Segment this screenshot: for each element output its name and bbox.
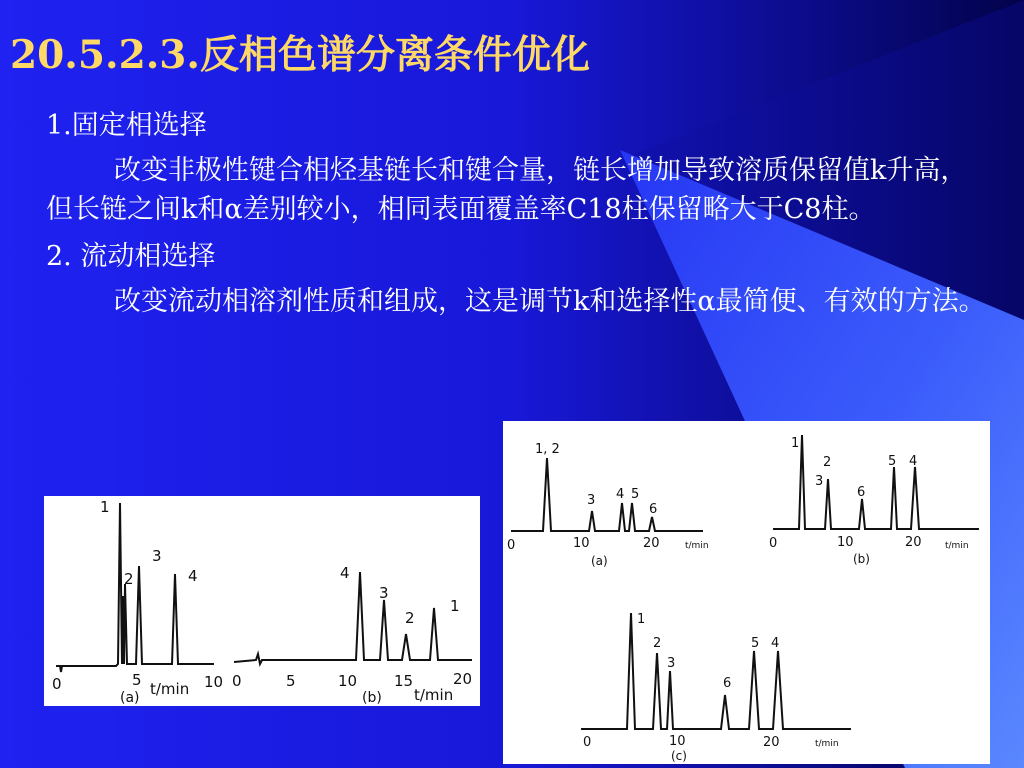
panel-caption: (b): [362, 690, 382, 706]
axis-tick: 0: [769, 536, 778, 551]
peak-label: 1: [100, 498, 110, 516]
peak-label: 4: [616, 487, 625, 502]
axis-tick: 15: [394, 672, 414, 690]
peak-label: 1: [637, 612, 646, 627]
axis-label: t/min: [150, 680, 190, 698]
peak-label: 4: [771, 636, 780, 651]
section-heading-stationary-phase: 1.固定相选择: [46, 110, 207, 141]
peak-label: 2: [405, 609, 415, 627]
peak-label: 2: [124, 570, 134, 588]
chromatogram-figure-right: [503, 421, 990, 764]
chromatogram-right-c-trace: [581, 613, 851, 729]
axis-tick: 20: [905, 535, 922, 550]
panel-caption: (b): [853, 552, 870, 566]
section-body-stationary-phase: 改变非极性键合相烃基链长和键合量，链长增加导致溶质保留值k升高，但长链之间k和α差别较小，相同表面覆盖率C18柱保留略大于C8柱。: [46, 155, 968, 225]
axis-label: t/min: [945, 541, 969, 551]
peak-label: 3: [667, 656, 676, 671]
peak-label: 3: [152, 547, 162, 565]
axis-tick: 10: [204, 673, 224, 691]
chromatogram-right-b-trace: [773, 435, 979, 529]
chromatogram-figure-left: [44, 496, 480, 706]
axis-label: t/min: [685, 541, 709, 551]
peak-label: 6: [649, 502, 658, 517]
panel-caption: (c): [671, 749, 687, 763]
axis-tick: 5: [286, 672, 296, 690]
peak-label: 1, 2: [535, 442, 560, 457]
chromatogram-left-a-trace: [56, 503, 214, 672]
peak-label: 3: [815, 474, 824, 489]
axis-tick: 0: [507, 538, 516, 553]
peak-label: 5: [888, 454, 897, 469]
peak-label: 4: [188, 567, 198, 585]
peak-label: 6: [723, 676, 732, 691]
section-body-mobile-phase: 改变流动相溶剂性质和组成，这是调节k和选择性α最简便、有效的方法。: [114, 286, 986, 317]
chromatogram-left-svg: [44, 496, 480, 706]
axis-tick: 20: [643, 536, 660, 551]
chromatogram-right-svg: [503, 421, 990, 764]
axis-tick: 0: [583, 735, 592, 750]
axis-tick: 10: [837, 535, 854, 550]
axis-label: t/min: [815, 739, 839, 749]
peak-label: 1: [791, 436, 800, 451]
axis-tick: 10: [338, 672, 358, 690]
peak-label: 1: [450, 597, 460, 615]
axis-tick: 20: [763, 735, 780, 750]
axis-label: t/min: [414, 686, 454, 704]
peak-label: 5: [631, 487, 640, 502]
peak-label: 2: [653, 636, 662, 651]
slide-title: 20.5.2.3.反相色谱分离条件优化: [10, 32, 590, 78]
chromatogram-left-b-trace: [234, 572, 472, 664]
chromatogram-right-a-trace: [511, 458, 703, 531]
axis-tick: 0: [52, 675, 62, 693]
axis-tick: 20: [453, 670, 473, 688]
panel-caption: (a): [591, 554, 608, 568]
peak-label: 3: [587, 493, 596, 508]
peak-label: 3: [379, 584, 389, 602]
peak-label: 4: [909, 454, 918, 469]
panel-caption: (a): [120, 690, 140, 706]
section-heading-mobile-phase: 2. 流动相选择: [46, 241, 216, 272]
peak-label: 2: [823, 455, 832, 470]
axis-tick: 10: [573, 536, 590, 551]
axis-tick: 10: [669, 734, 686, 749]
peak-label: 4: [340, 564, 350, 582]
peak-label: 5: [751, 636, 760, 651]
axis-tick: 5: [132, 671, 142, 689]
content-text: [46, 102, 991, 321]
peak-label: 6: [857, 485, 866, 500]
axis-tick: 0: [232, 672, 242, 690]
